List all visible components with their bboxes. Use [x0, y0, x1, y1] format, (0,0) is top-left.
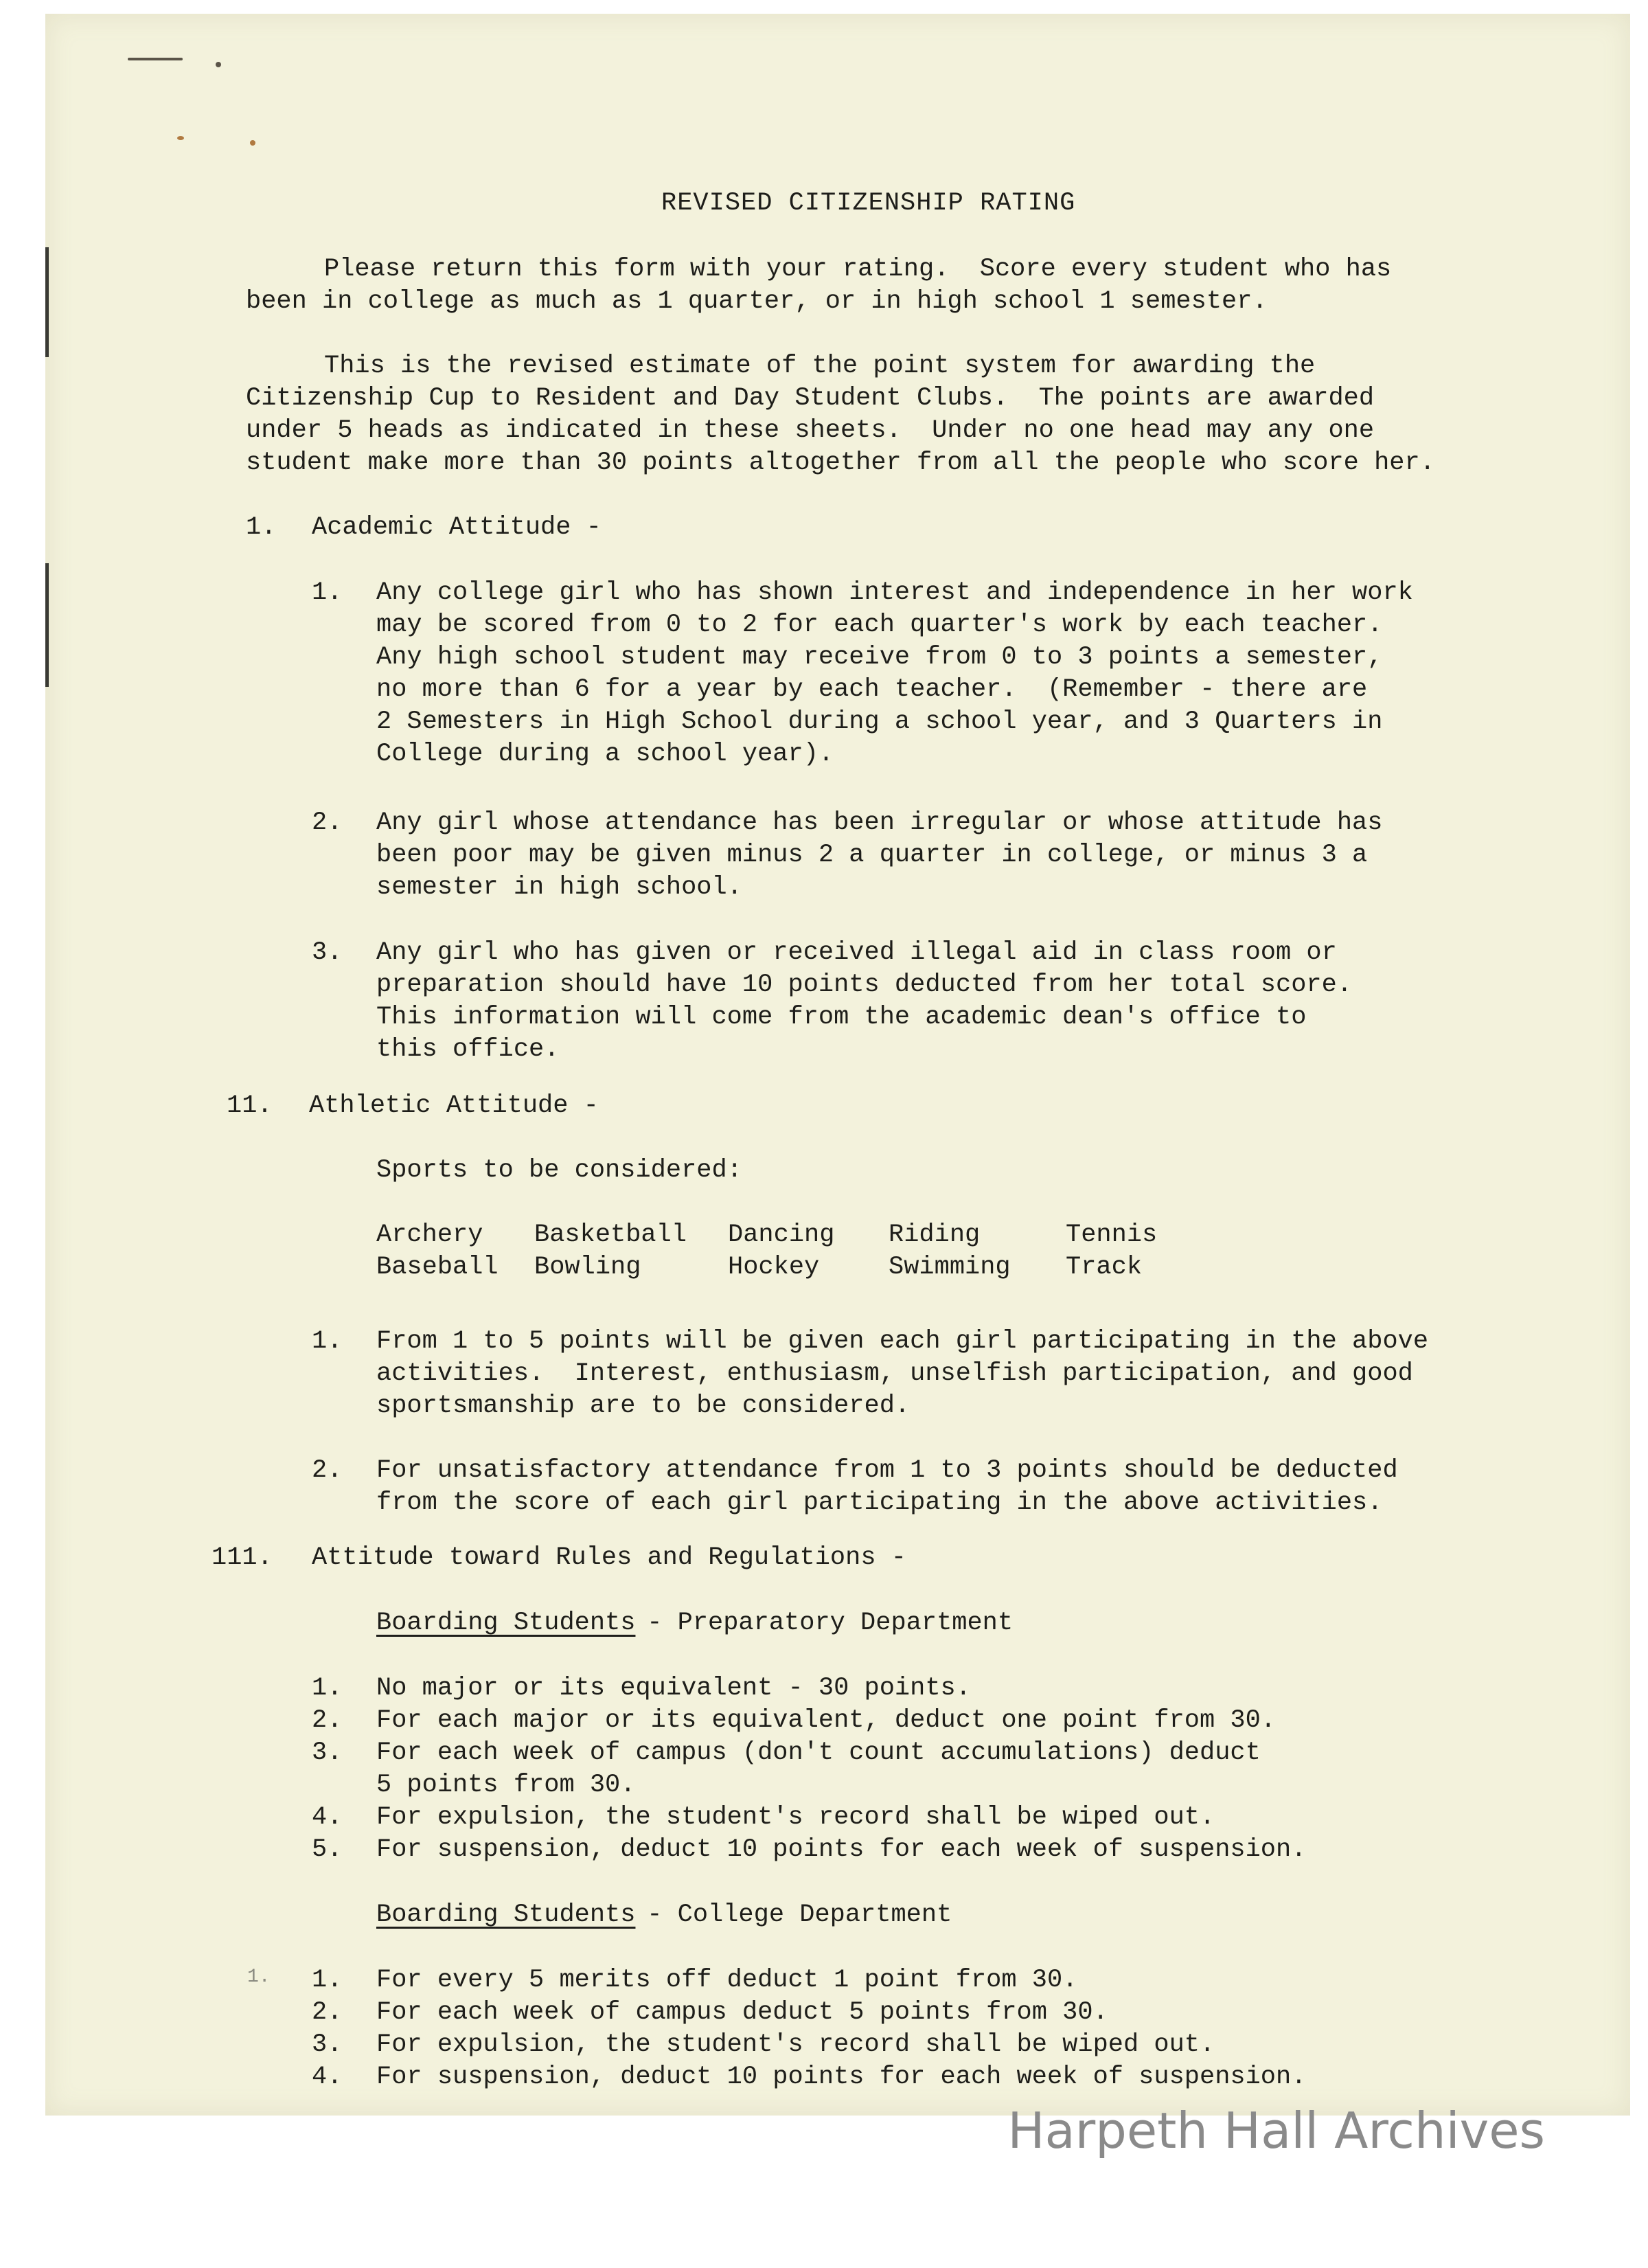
scan-edge-mark [45, 563, 49, 687]
item-line: Any girl who has given or received illegal aid in class room or [376, 938, 1337, 967]
item-line: Any high school student may receive from 0 to 3 points a semester, [376, 643, 1383, 672]
item-number: 1. [312, 1674, 343, 1703]
item-number: 1. [312, 1327, 343, 1356]
paragraph-line: This is the revised estimate of the point system for awarding the [324, 352, 1316, 381]
item-line: For suspension, deduct 10 points for each week of suspension. [376, 2063, 1307, 2091]
item-line: No major or its equivalent - 30 points. [376, 1674, 971, 1703]
item-line: For every 5 merits off deduct 1 point from 30. [376, 1966, 1078, 1995]
item-line: This information will come from the academic dean's office to [376, 1003, 1307, 1032]
intro-line: been in college as much as 1 quarter, or in high school 1 semester. [246, 287, 1268, 316]
paragraph-line: under 5 heads as indicated in these sheets. Under no one head may any one [246, 416, 1375, 445]
sport-name: Basketball [534, 1221, 687, 1249]
section-number: 11. [227, 1091, 273, 1120]
item-number: 3. [312, 938, 343, 967]
item-line: 5 points from 30. [376, 1771, 636, 1800]
item-line: been poor may be given minus 2 a quarter in college, or minus 3 a [376, 841, 1368, 870]
item-line: College during a school year). [376, 740, 834, 769]
item-line: For each week of campus (don't count accumulations) deduct [376, 1738, 1261, 1767]
item-line: For expulsion, the student's record shall be wiped out. [376, 1803, 1215, 1832]
item-number: 1. [312, 578, 343, 607]
item-line: For unsatisfactory attendance from 1 to 3 points should be deducted [376, 1456, 1398, 1485]
item-line: 2 Semesters in High School during a school year, and 3 Quarters in [376, 707, 1383, 736]
item-line: Any college girl who has shown interest and independence in her work [376, 578, 1413, 607]
item-number: 2. [312, 808, 343, 837]
item-line: preparation should have 10 points deducted from her total score. [376, 971, 1353, 999]
sports-label: Sports to be considered: [376, 1156, 742, 1185]
item-line: semester in high school. [376, 873, 742, 902]
item-line: activities. Interest, enthusiasm, unselfish participation, and good [376, 1359, 1413, 1388]
item-line: From 1 to 5 points will be given each girl participating in the above [376, 1327, 1429, 1356]
scan-speck [128, 58, 183, 60]
margin-mark: 1. [247, 1966, 271, 1988]
scan-edge-mark [45, 247, 49, 357]
item-number: 2. [312, 1706, 343, 1735]
item-line: from the score of each girl participating in the above activities. [376, 1488, 1383, 1517]
sports-table [376, 1223, 1203, 1280]
scan-speck [177, 136, 184, 140]
item-number: 2. [312, 1998, 343, 2027]
scan-speck [216, 62, 221, 67]
subsection-department: - College Department [632, 1901, 952, 1929]
item-line: For each major or its equivalent, deduct one point from 30. [376, 1706, 1277, 1735]
item-line: this office. [376, 1035, 560, 1064]
item-line: no more than 6 for a year by each teacher. (Remember - there are [376, 675, 1368, 704]
item-number: 4. [312, 2063, 343, 2091]
item-number: 1. [312, 1966, 343, 1995]
sport-name: Tennis [1066, 1221, 1158, 1249]
item-number: 5. [312, 1835, 343, 1864]
item-line: sportsmanship are to be considered. [376, 1392, 911, 1420]
subsection-department: - Preparatory Department [632, 1609, 1014, 1637]
section-heading: Athletic Attitude - [309, 1091, 599, 1120]
item-line: Any girl whose attendance has been irregular or whose attitude has [376, 808, 1383, 837]
scan-speck [250, 140, 255, 146]
item-line: For expulsion, the student's record shall be wiped out. [376, 2030, 1215, 2059]
item-number: 3. [312, 1738, 343, 1767]
subsection-label: Boarding Students [376, 1901, 636, 1929]
document-title: REVISED CITIZENSHIP RATING [661, 189, 1076, 218]
document-page [45, 14, 1630, 2116]
item-number: 4. [312, 1803, 343, 1832]
section-number: 1. [246, 513, 277, 542]
sport-name: Riding [889, 1221, 981, 1249]
subsection-label: Boarding Students [376, 1609, 636, 1637]
sport-name: Archery [376, 1221, 483, 1249]
sport-name: Track [1066, 1253, 1143, 1282]
paragraph-line: student make more than 30 points altogether from all the people who score her. [246, 449, 1435, 477]
intro-line: Please return this form with your rating. Score every student who has [324, 255, 1392, 284]
section-number: 111. [211, 1543, 273, 1572]
archive-watermark: Harpeth Hall Archives [1007, 2102, 1545, 2159]
section-heading: Academic Attitude - [312, 513, 602, 542]
sport-name: Bowling [534, 1253, 641, 1282]
sport-name: Swimming [889, 1253, 1011, 1282]
item-line: For suspension, deduct 10 points for each week of suspension. [376, 1835, 1307, 1864]
paragraph-line: Citizenship Cup to Resident and Day Student Clubs. The points are awarded [246, 384, 1375, 413]
item-line: For each week of campus deduct 5 points from 30. [376, 1998, 1108, 2027]
sport-name: Baseball [376, 1253, 499, 1282]
section-heading: Attitude toward Rules and Regulations - [312, 1543, 906, 1572]
item-line: may be scored from 0 to 2 for each quarter's work by each teacher. [376, 611, 1383, 639]
sport-name: Hockey [728, 1253, 820, 1282]
item-number: 2. [312, 1456, 343, 1485]
sport-name: Dancing [728, 1221, 835, 1249]
item-number: 3. [312, 2030, 343, 2059]
